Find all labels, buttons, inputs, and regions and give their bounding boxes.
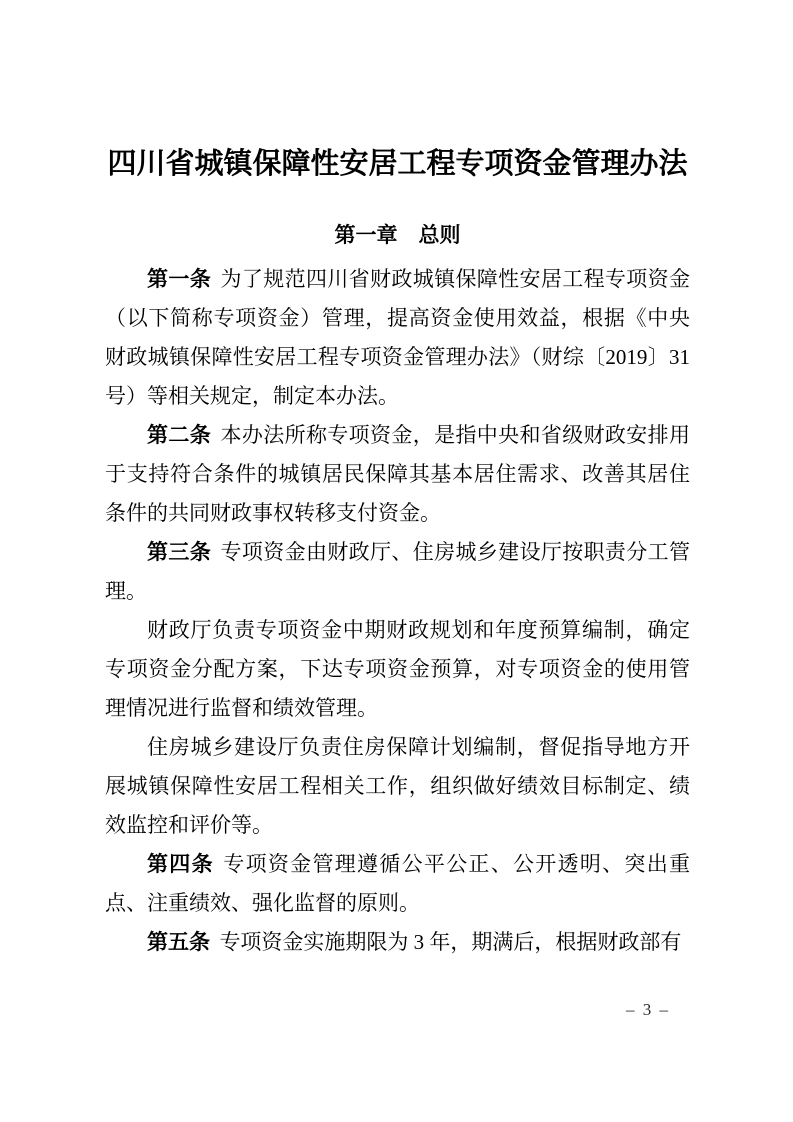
paragraph-text: 专项资金由财政厅、住房城乡建设厅按职责分工管理。 bbox=[105, 540, 691, 603]
page-number: – 3 – bbox=[626, 1000, 670, 1019]
paragraph-text: 财政厅负责专项资金中期财政规划和年度预算编制，确定专项资金分配方案，下达专项资金预算，对专项资金的使用管理情况进行监督和绩效管理。 bbox=[105, 618, 690, 720]
paragraph bbox=[105, 728, 690, 845]
paragraph bbox=[105, 923, 690, 962]
paragraph bbox=[105, 260, 690, 416]
paragraph bbox=[105, 845, 690, 923]
chapter-heading: 第一章 总则 bbox=[334, 224, 461, 247]
article-number: 第五条 bbox=[147, 931, 210, 954]
article-number: 第四条 bbox=[147, 853, 214, 876]
paragraph bbox=[105, 416, 690, 533]
paragraph bbox=[105, 611, 690, 728]
paragraph-text: 专项资金管理遵循公平公正、公开透明、突出重点、注重绩效、强化监督的原则。 bbox=[105, 852, 691, 915]
article-number: 第二条 bbox=[147, 424, 212, 447]
paragraph-text: 本办法所称专项资金，是指中央和省级财政安排用于支持符合条件的城镇居民保障其基本居住需求、改善其居住条件的共同财政事权转移支付资金。 bbox=[105, 423, 691, 525]
article-number: 第一条 bbox=[147, 268, 212, 291]
document-title: 四川省城镇保障性安居工程专项资金管理办法 bbox=[107, 148, 688, 180]
paragraph-text: 住房城乡建设厅负责住房保障计划编制，督促指导地方开展城镇保障性安居工程相关工作，组织做好绩效目标制定、绩效监控和评价等。 bbox=[105, 735, 690, 837]
paragraph bbox=[105, 533, 690, 611]
paragraph-text: 为了规范四川省财政城镇保障性安居工程专项资金（以下简称专项资金）管理，提高资金使用效益，根据《中央财政城镇保障性安居工程专项资金管理办法》（财综〔2019〕31 号）等相关规定，制定本办法。 bbox=[105, 267, 691, 408]
document-body bbox=[105, 260, 690, 962]
paragraph-text: 专项资金实施期限为 3 年，期满后，根据财政部有 bbox=[219, 930, 682, 954]
article-number: 第三条 bbox=[147, 541, 212, 564]
